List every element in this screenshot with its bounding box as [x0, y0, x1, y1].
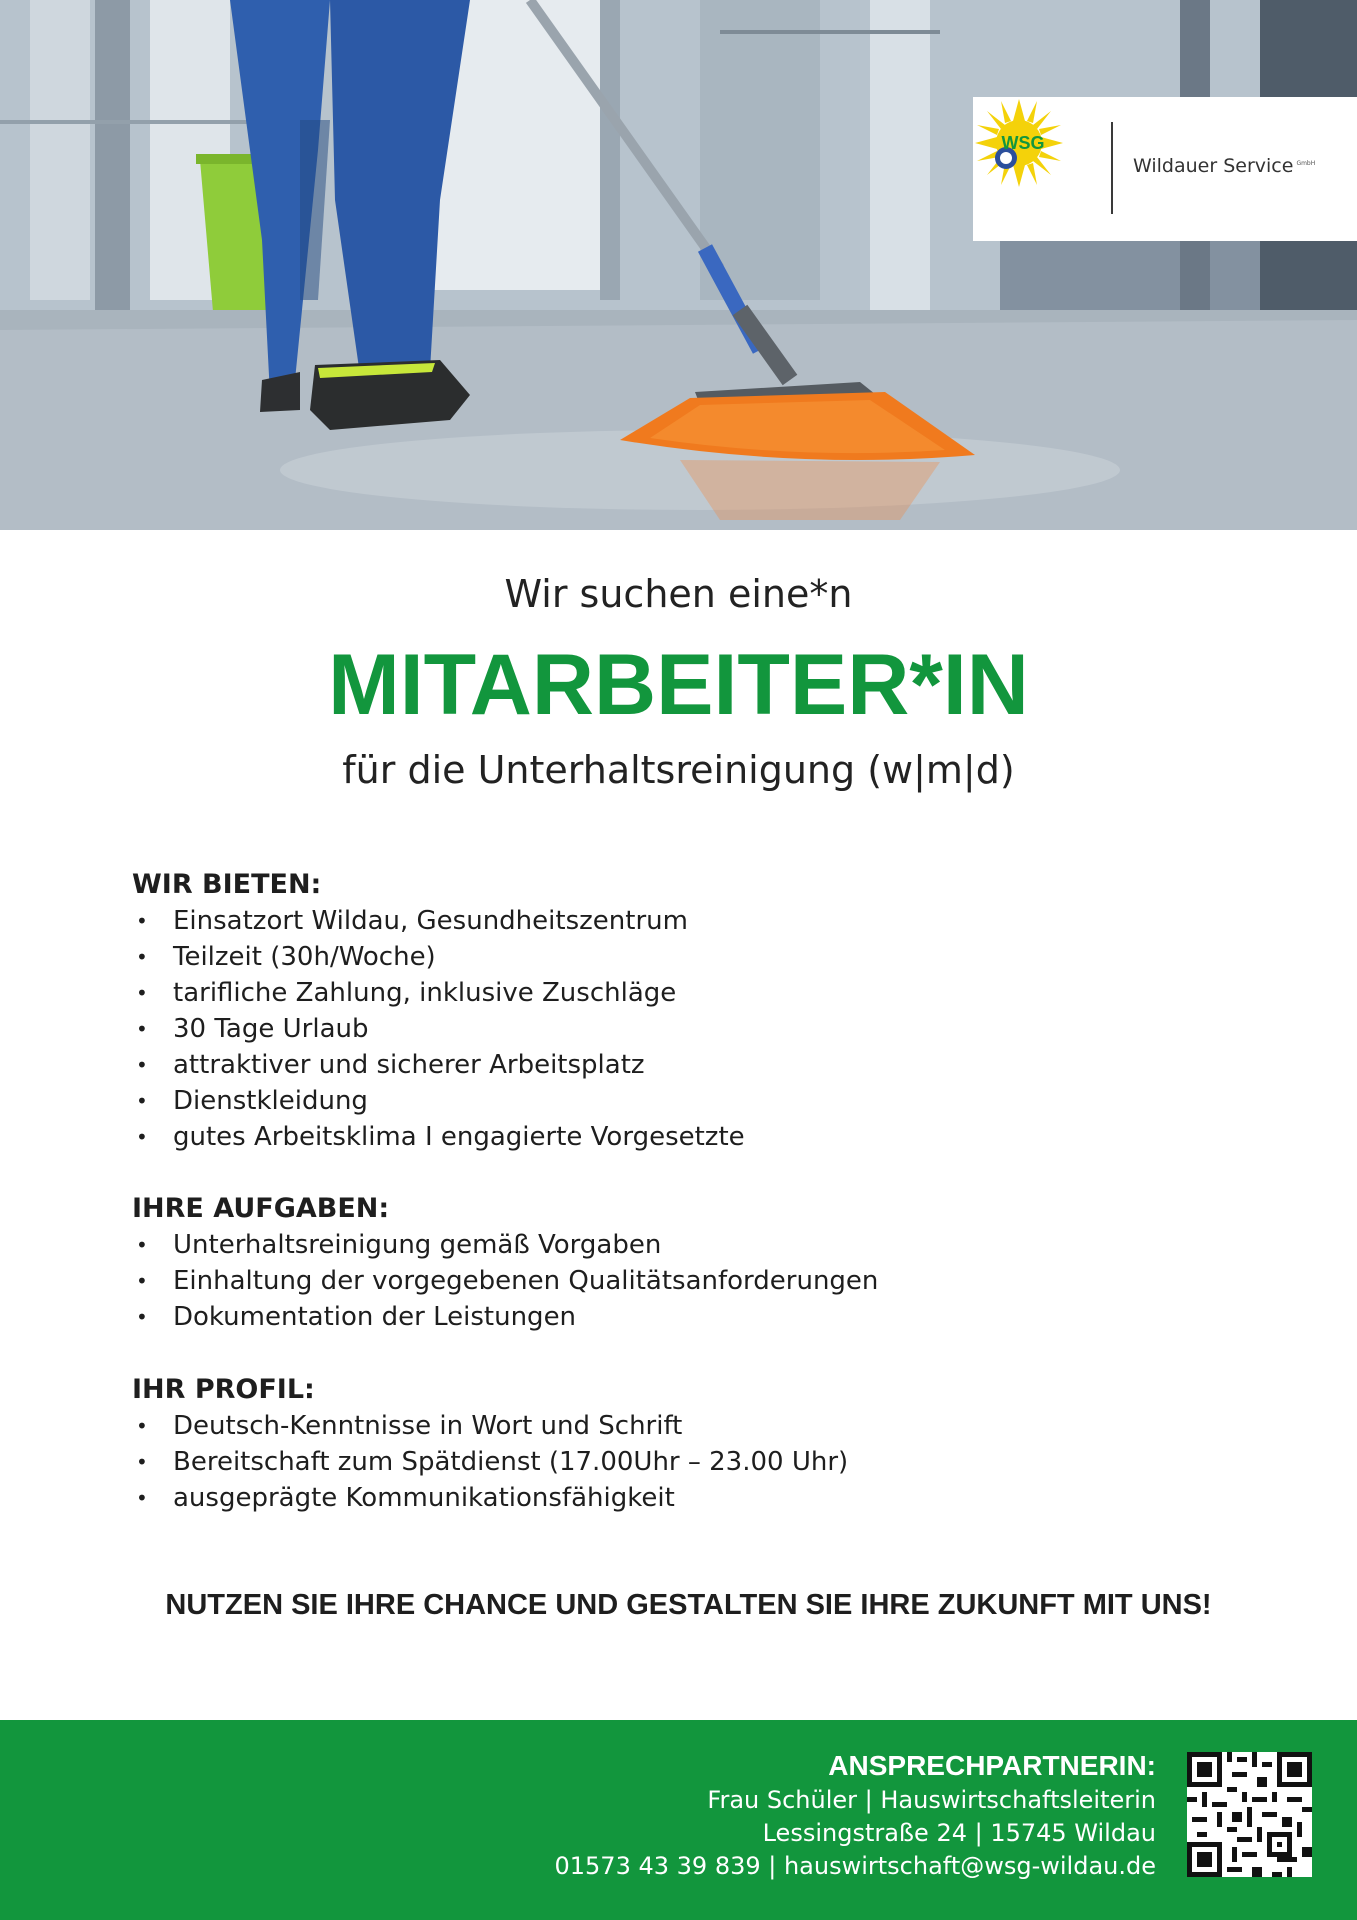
- intro-line: Wir suchen eine*n: [504, 572, 853, 616]
- list-item: [132, 1263, 1232, 1299]
- bullet: •: [136, 1486, 148, 1510]
- logo-company-name: [1133, 155, 1315, 177]
- section-wir-bieten: [132, 867, 1232, 1155]
- list-item-text: Dokumentation der Leistungen: [173, 1302, 577, 1332]
- list-item-text: Einhaltung der vorgegebenen Qualitätsanforderungen: [173, 1266, 879, 1296]
- list-item: [132, 1083, 1232, 1119]
- section-ihre-aufgaben: [132, 1191, 1232, 1335]
- bullet: •: [136, 1450, 148, 1474]
- list-item-text: attraktiver und sicherer Arbeitsplatz: [173, 1050, 645, 1080]
- list-item-text: Deutsch-Kenntnisse in Wort und Schrift: [173, 1411, 683, 1441]
- company-logo: [973, 97, 1357, 241]
- list-item: [132, 1011, 1232, 1047]
- bullet: •: [136, 981, 148, 1005]
- list-item-text: Unterhaltsreinigung gemäß Vorgaben: [173, 1230, 662, 1260]
- call-to-action: NUTZEN SIE IHRE CHANCE UND GESTALTEN SIE IHRE ZUKUNFT MIT UNS!: [165, 1589, 1212, 1621]
- bullet: •: [136, 1017, 148, 1041]
- offer-list: [132, 903, 1232, 1155]
- company-name: Wildauer Service: [1133, 155, 1294, 177]
- list-item-text: Bereitschaft zum Spätdienst (17.00Uhr – 23.00 Uhr): [173, 1447, 849, 1477]
- section-ihr-profil: [132, 1372, 1232, 1516]
- logo-divider: [1111, 122, 1113, 214]
- list-item-text: gutes Arbeitsklima I engagierte Vorgesetzte: [173, 1122, 745, 1152]
- list-item: [132, 1047, 1232, 1083]
- bullet: •: [136, 1089, 148, 1113]
- list-item-text: Teilzeit (30h/Woche): [173, 942, 436, 972]
- contact-phone-email[interactable]: 01573 43 39 839 | hauswirtschaft@wsg-wildau.de: [554, 1852, 1156, 1880]
- list-item: [132, 1480, 1232, 1516]
- list-item: [132, 939, 1232, 975]
- wsg-sun-logo-icon: [973, 97, 1065, 189]
- profile-list: [132, 1408, 1232, 1516]
- list-item-text: tarifliche Zahlung, inklusive Zuschläge: [173, 978, 677, 1008]
- list-item: [132, 1227, 1232, 1263]
- section-title: WIR BIETEN:: [132, 869, 322, 900]
- contact-address: Lessingstraße 24 | 15745 Wildau: [762, 1819, 1156, 1847]
- section-title: IHR PROFIL:: [132, 1374, 315, 1405]
- bullet: •: [136, 1125, 148, 1149]
- job-subtitle: für die Unterhaltsreinigung (w|m|d): [342, 748, 1015, 792]
- logo-mark-text: WSG: [1001, 133, 1045, 153]
- list-item-text: 30 Tage Urlaub: [173, 1014, 369, 1044]
- bullet: •: [136, 1305, 148, 1329]
- contact-name: Frau Schüler | Hauswirtschaftsleiterin: [707, 1786, 1156, 1814]
- qr-code-icon[interactable]: [1187, 1752, 1312, 1877]
- list-item: [132, 1444, 1232, 1480]
- section-title: IHRE AUFGABEN:: [132, 1193, 390, 1224]
- list-item: [132, 975, 1232, 1011]
- list-item: [132, 1408, 1232, 1444]
- contact-block: [555, 1748, 1157, 1883]
- contact-title: ANSPRECHPARTNERIN:: [828, 1750, 1156, 1781]
- bullet: •: [136, 1414, 148, 1438]
- list-item: [132, 1119, 1232, 1155]
- hero-photo: [0, 0, 1357, 530]
- bullet: •: [136, 945, 148, 969]
- bullet: •: [136, 909, 148, 933]
- bullet: •: [136, 1233, 148, 1257]
- job-title: MITARBEITER*IN: [328, 637, 1029, 733]
- bullet: •: [136, 1269, 148, 1293]
- list-item: [132, 1299, 1232, 1335]
- bullet: •: [136, 1053, 148, 1077]
- contact-footer: [0, 1720, 1357, 1920]
- cleaning-scene-illustration: [0, 0, 1357, 530]
- tasks-list: [132, 1227, 1232, 1335]
- company-suffix: GmbH: [1296, 159, 1316, 167]
- list-item-text: Dienstkleidung: [173, 1086, 368, 1116]
- list-item-text: ausgeprägte Kommunikationsfähigkeit: [173, 1483, 675, 1513]
- list-item: [132, 903, 1232, 939]
- list-item-text: Einsatzort Wildau, Gesundheitszentrum: [173, 906, 688, 936]
